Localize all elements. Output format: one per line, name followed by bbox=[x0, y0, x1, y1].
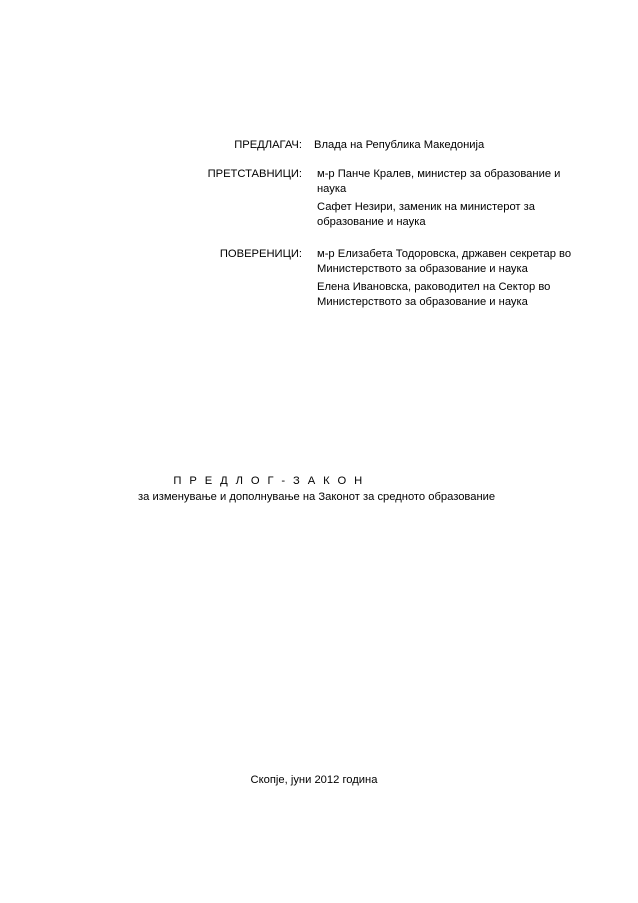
representatives-label: ПРЕТСТАВНИЦИ: bbox=[207, 168, 302, 180]
commissioner-item: Елена Ивановска, раководител на Сектор во Министерството за образование и наука bbox=[317, 281, 551, 308]
commissioners-label: ПОВЕРЕНИЦИ: bbox=[219, 248, 302, 260]
commissioner-item: м-р Елизабета Тодоровска, државен секретар во Министерството за образование и наука bbox=[317, 248, 572, 275]
document-title: П Р Е Д Л О Г - З А К О Н bbox=[173, 475, 365, 487]
document-subtitle: за изменување и дополнување на Законот за средното образование bbox=[138, 491, 496, 503]
place-date: Скопје, јуни 2012 година bbox=[250, 774, 378, 786]
representative-item: Сафет Незири, заменик на министерот за образование и наука bbox=[317, 201, 536, 228]
representative-item: м-р Панче Кралев, министер за образование и наука bbox=[317, 168, 561, 195]
proposer-label: ПРЕДЛАГАЧ: bbox=[234, 139, 302, 151]
proposer-value: Влада на Република Македонија bbox=[314, 139, 485, 151]
